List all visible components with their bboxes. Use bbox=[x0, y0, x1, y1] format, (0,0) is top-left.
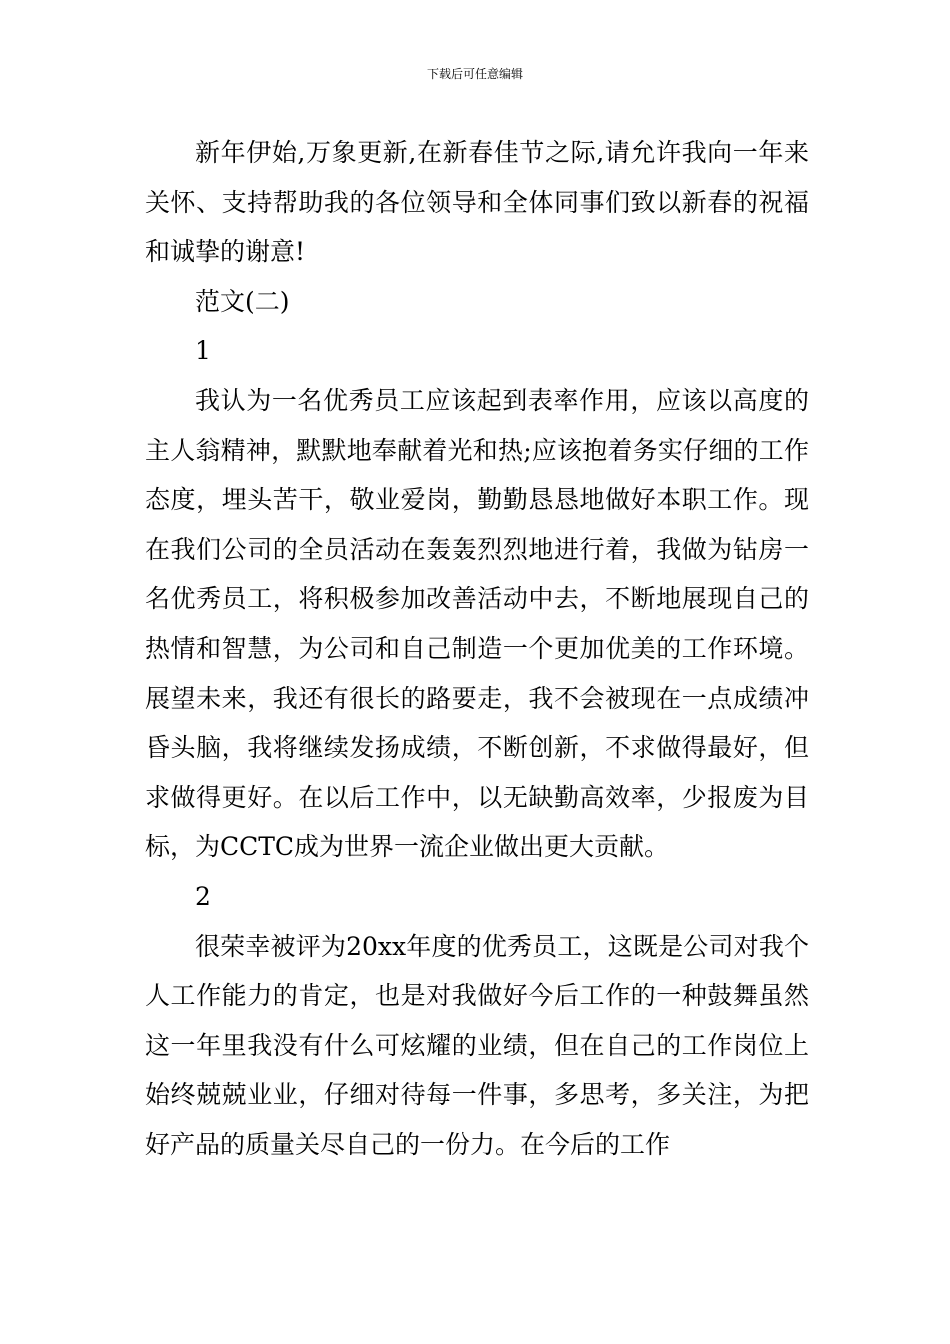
section-heading: 范文(二) bbox=[195, 286, 290, 316]
paragraph-greeting: 新年伊始,万象更新,在新春佳节之际,请允许我向一年来关怀、支持帮助我的各位领导和全体同事们致以新春的祝福和诚挚的谢意! bbox=[145, 138, 809, 267]
paragraph-item-2: 很荣幸被评为20xx年度的优秀员工，这既是公司对我个人工作能力的肯定，也是对我做好今后工作的一种鼓舞虽然这一年里我没有什么可炫耀的业绩，但在自己的工作岗位上始终兢兢业业，仔细对待每一件事，多思考，多关注，为把好产品的质量关尽自己的一份力。在今后的工作 bbox=[145, 931, 809, 1159]
item-number-1: 1 bbox=[195, 336, 211, 366]
page-header: 下载后可任意编辑 bbox=[426, 67, 523, 81]
paragraph-item-1: 我认为一名优秀员工应该起到表率作用，应该以高度的主人翁精神，默默地奉献着光和热;应该抱着务实仔细的工作态度，埋头苦干，敬业爱岗，勤勤恳恳地做好本职工作。现在我们公司的全员活动在轰轰烈烈地进行着，我做为钻房一名优秀员工，将积极参加改善活动中去，不断地展现自己的热情和智慧，为公司和自己制造一个更加优美的工作环境。展望未来，我还有很长的路要走，我不会被现在一点成绩冲昏头脑，我将继续发扬成绩，不断创新，不求做得最好，但求做得更好。在以后工作中，以无缺勤高效率，少报废为目标，为CCTC成为世界一流企业做出更大贡献。 bbox=[145, 385, 809, 862]
document-body bbox=[145, 128, 809, 1169]
item-number-2: 2 bbox=[195, 881, 211, 911]
